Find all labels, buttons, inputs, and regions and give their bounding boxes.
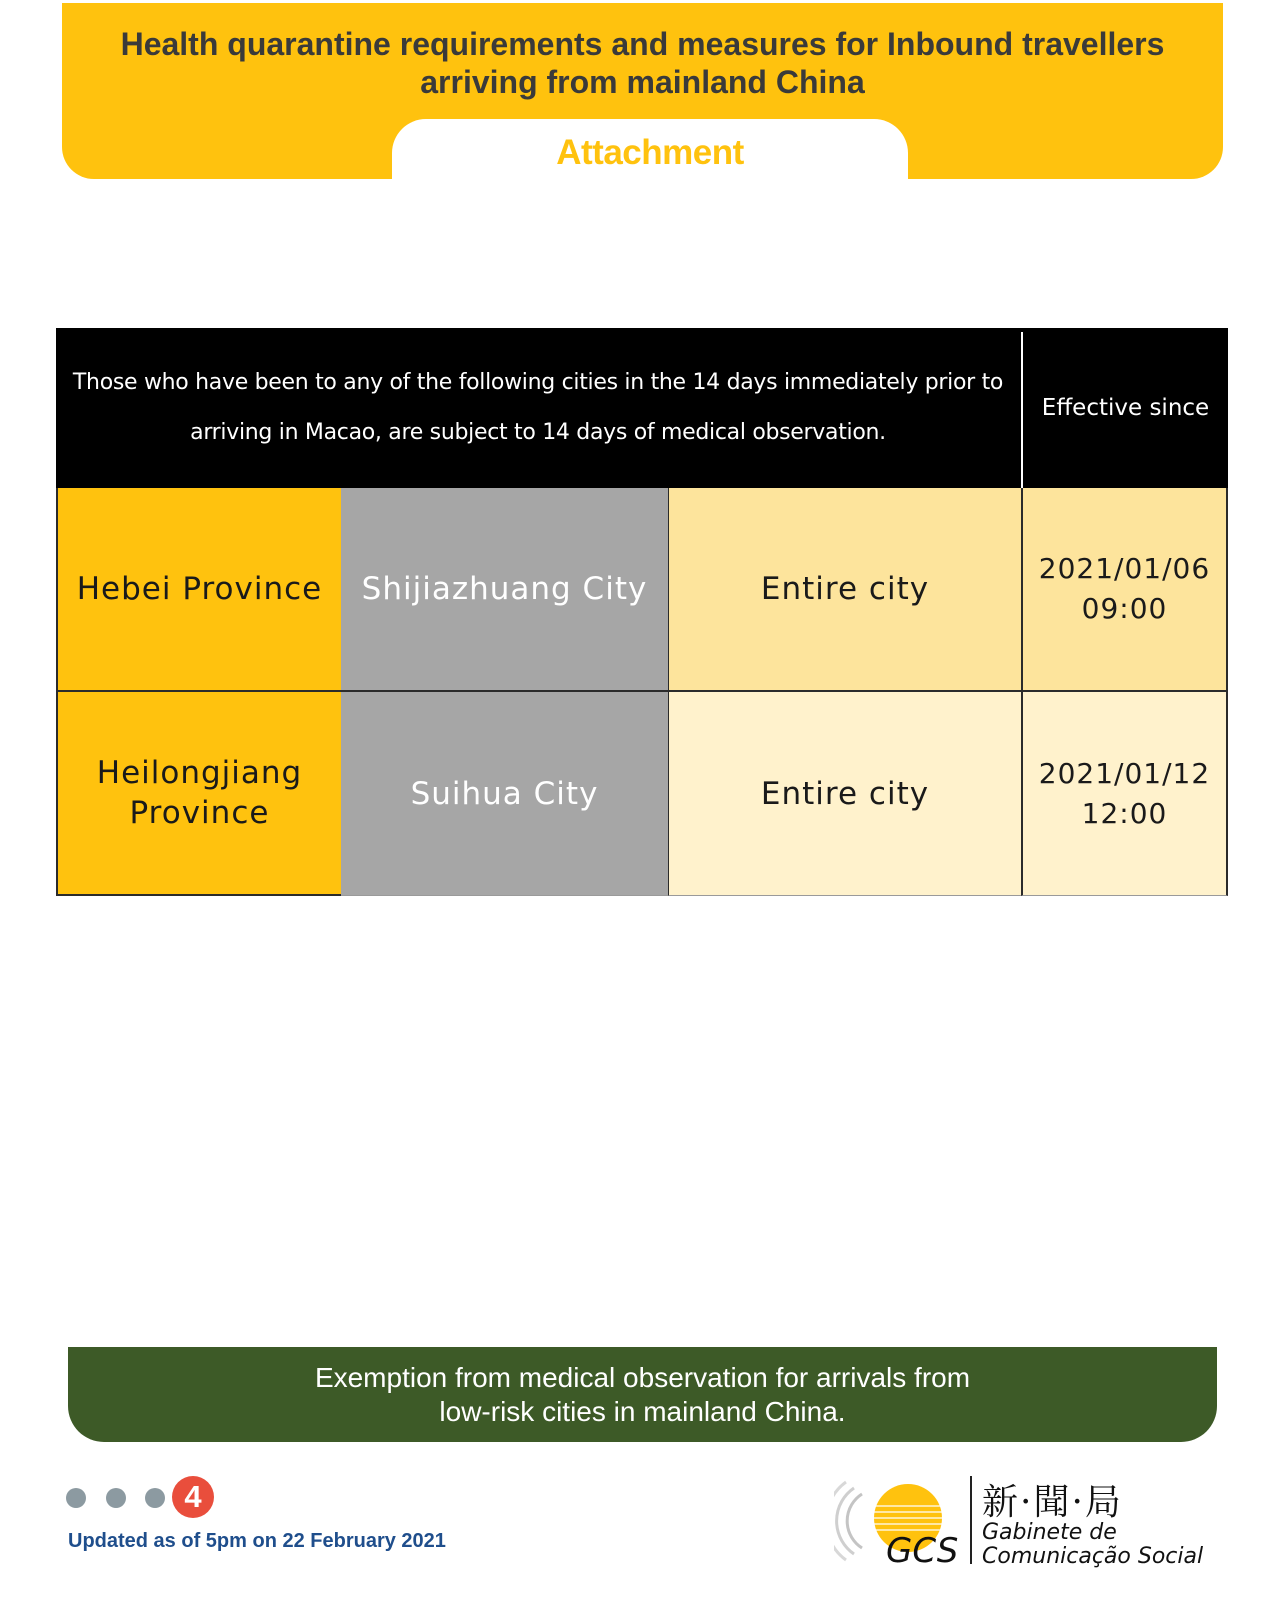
- province-cell: Hebei Province: [56, 488, 341, 692]
- exemption-line-2: low-risk cities in mainland China.: [439, 1395, 846, 1427]
- title-line-1: Health quarantine requirements and measures for Inbound travellers: [120, 26, 1165, 62]
- effective-date-cell: [1021, 692, 1228, 896]
- header-banner: [62, 3, 1223, 179]
- updated-timestamp: Updated as of 5pm on 22 February 2021: [68, 1530, 446, 1552]
- province-line-1: Heilongjiang: [96, 755, 303, 791]
- page-dot[interactable]: [145, 1488, 165, 1508]
- table-header: [56, 328, 1228, 488]
- effective-date-cell: [1021, 488, 1228, 692]
- current-page-badge: 4: [172, 1476, 214, 1518]
- effective-time: 12:00: [1081, 796, 1168, 830]
- page-dot[interactable]: [66, 1488, 86, 1508]
- gcs-emblem-icon: [834, 1470, 964, 1570]
- header-description-line-2: arriving in Macao, are subject to 14 days of medical observation.: [190, 420, 886, 445]
- area-cell: Entire city: [668, 692, 1021, 896]
- province-line-2: Province: [129, 795, 270, 831]
- city-cell: Suihua City: [341, 692, 668, 896]
- logo-divider: [970, 1476, 972, 1564]
- gcs-mark-text: GCS: [886, 1531, 959, 1570]
- table-row: [56, 488, 1228, 692]
- table-row: [56, 692, 1228, 896]
- area-cell: Entire city: [668, 488, 1021, 692]
- header-description: [56, 328, 1020, 488]
- exemption-link-banner[interactable]: [68, 1347, 1217, 1442]
- header-effective-since: Effective since: [1041, 395, 1210, 421]
- effective-time: 09:00: [1081, 592, 1168, 625]
- logo-portuguese-line-1: Gabinete de: [982, 1520, 1117, 1545]
- attachment-tab: [392, 119, 908, 183]
- page-title: [62, 25, 1223, 101]
- city-cell: Shijiazhuang City: [341, 488, 668, 692]
- logo-portuguese-line-2: Comunicação Social: [982, 1544, 1204, 1569]
- exemption-line-1: Exemption from medical observation for arrivals from: [314, 1361, 971, 1393]
- header-description-line-1: Those who have been to any of the following cities in the 14 days immediately prior to: [72, 370, 1004, 395]
- effective-date: 2021/01/12: [1038, 756, 1211, 790]
- effective-date: 2021/01/06: [1038, 552, 1211, 585]
- page-dot[interactable]: [106, 1488, 126, 1508]
- gcs-logo: [834, 1470, 1234, 1570]
- logo-chinese-name: 新·聞·局: [982, 1482, 1123, 1523]
- observation-table: [56, 328, 1228, 898]
- province-cell: [56, 692, 341, 896]
- title-line-2: arriving from mainland China: [420, 64, 865, 100]
- attachment-label: Attachment: [556, 133, 744, 172]
